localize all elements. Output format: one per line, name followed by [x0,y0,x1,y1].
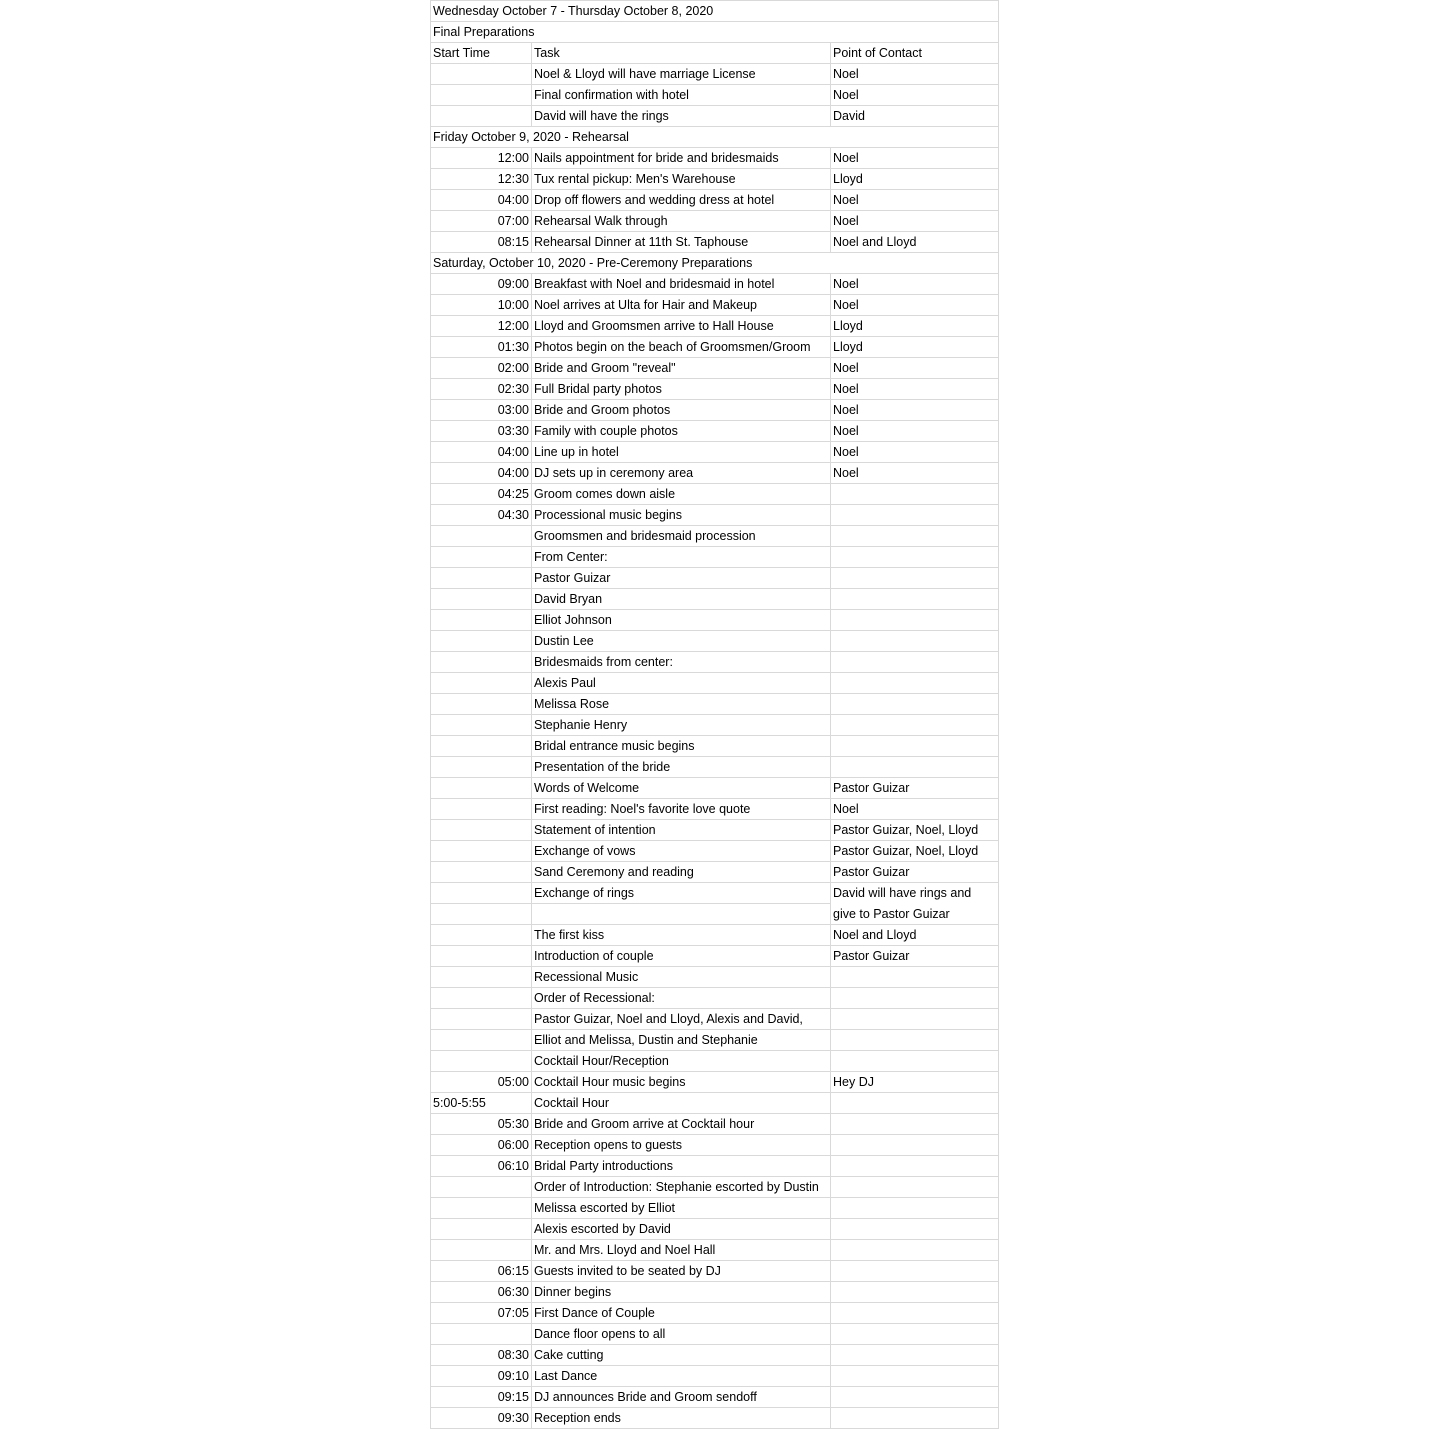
start-time-cell[interactable]: 09:30 [431,1408,532,1429]
start-time-cell[interactable] [431,967,532,988]
schedule-row [431,463,999,484]
start-time-cell[interactable]: 12:00 [431,148,532,169]
start-time-cell[interactable]: 01:30 [431,337,532,358]
task-cell[interactable]: First reading: Noel's favorite love quote [532,799,831,820]
schedule-row [431,526,999,547]
contact-cell[interactable]: Noel [831,400,999,421]
start-time-cell[interactable]: 04:25 [431,484,532,505]
task-cell[interactable]: Stephanie Henry [532,715,831,736]
contact-cell[interactable] [831,1135,999,1156]
schedule-row [431,400,999,421]
task-cell[interactable]: Tux rental pickup: Men's Warehouse [532,169,831,190]
contact-cell[interactable] [831,1324,999,1345]
start-time-cell[interactable] [431,1177,532,1198]
task-cell[interactable]: Cake cutting [532,1345,831,1366]
empty-cell[interactable] [831,127,999,148]
schedule-row [431,337,999,358]
contact-cell[interactable] [831,1219,999,1240]
schedule-row [431,274,999,295]
section-title[interactable]: Saturday, October 10, 2020 - Pre-Ceremony Preparations [431,253,831,274]
start-time-cell[interactable]: 09:15 [431,1387,532,1408]
schedule-row [431,1030,999,1051]
contact-cell[interactable] [831,1240,999,1261]
schedule-row [431,862,999,883]
task-cell[interactable]: Sand Ceremony and reading [532,862,831,883]
start-time-cell[interactable] [431,862,532,883]
task-cell[interactable]: The first kiss [532,925,831,946]
contact-cell[interactable] [831,757,999,778]
start-time-cell[interactable] [431,778,532,799]
start-time-cell[interactable] [431,64,532,85]
schedule-row [431,1261,999,1282]
contact-cell[interactable] [831,568,999,589]
contact-cell[interactable] [831,589,999,610]
task-cell[interactable]: Noel arrives at Ulta for Hair and Makeup [532,295,831,316]
start-time-cell[interactable] [431,106,532,127]
contact-cell[interactable] [831,1030,999,1051]
task-cell[interactable]: Words of Welcome [532,778,831,799]
schedule-row [431,169,999,190]
contact-cell[interactable]: Noel [831,190,999,211]
task-cell[interactable]: Bridal entrance music begins [532,736,831,757]
start-time-cell[interactable]: 5:00-5:55 [431,1093,532,1114]
task-cell[interactable]: Elliot and Melissa, Dustin and Stephanie [532,1030,831,1051]
task-cell[interactable]: Reception opens to guests [532,1135,831,1156]
start-time-cell[interactable]: 06:00 [431,1135,532,1156]
contact-cell[interactable]: Lloyd [831,337,999,358]
contact-cell[interactable] [831,1156,999,1177]
schedule-row [431,295,999,316]
schedule-row [431,883,999,904]
schedule-row [431,925,999,946]
contact-cell[interactable] [831,1051,999,1072]
contact-cell[interactable] [831,1177,999,1198]
contact-cell[interactable] [831,694,999,715]
start-time-cell[interactable]: 02:30 [431,379,532,400]
schedule-row [431,358,999,379]
task-cell[interactable]: Introduction of couple [532,946,831,967]
task-cell[interactable]: Bride and Groom photos [532,400,831,421]
schedule-row [431,967,999,988]
empty-cell[interactable] [831,22,999,43]
schedule-row [431,1072,999,1093]
schedule-row [431,1135,999,1156]
contact-cell[interactable] [831,526,999,547]
contact-cell[interactable] [831,1366,999,1387]
contact-cell[interactable] [831,673,999,694]
task-cell[interactable]: Rehearsal Walk through [532,211,831,232]
schedule-row [431,631,999,652]
section-row [431,1,999,22]
contact-cell[interactable] [831,1198,999,1219]
contact-cell[interactable]: Noel [831,295,999,316]
task-cell[interactable]: Family with couple photos [532,421,831,442]
contact-cell[interactable]: Pastor Guizar [831,862,999,883]
start-time-cell[interactable] [431,610,532,631]
task-cell[interactable]: David Bryan [532,589,831,610]
start-time-cell[interactable]: 09:00 [431,274,532,295]
task-cell[interactable]: Exchange of vows [532,841,831,862]
start-time-cell[interactable]: 05:00 [431,1072,532,1093]
start-time-cell[interactable] [431,988,532,1009]
start-time-cell[interactable] [431,547,532,568]
task-cell[interactable]: Melissa escorted by Elliot [532,1198,831,1219]
header-task[interactable]: Task [532,43,831,64]
start-time-cell[interactable] [431,1219,532,1240]
start-time-cell[interactable]: 04:00 [431,190,532,211]
task-cell[interactable]: Drop off flowers and wedding dress at hotel [532,190,831,211]
contact-cell[interactable]: Noel and Lloyd [831,232,999,253]
task-cell[interactable]: Elliot Johnson [532,610,831,631]
start-time-cell[interactable]: 09:10 [431,1366,532,1387]
start-time-cell[interactable] [431,526,532,547]
task-cell[interactable]: Alexis Paul [532,673,831,694]
contact-cell[interactable]: Noel [831,148,999,169]
contact-cell[interactable]: Noel [831,379,999,400]
schedule-row [431,148,999,169]
schedule-row [431,211,999,232]
contact-cell[interactable]: Noel [831,85,999,106]
task-cell[interactable]: Presentation of the bride [532,757,831,778]
start-time-cell[interactable] [431,883,532,904]
task-cell[interactable]: Processional music begins [532,505,831,526]
start-time-cell[interactable] [431,1051,532,1072]
task-cell[interactable] [532,904,831,925]
task-cell[interactable]: Order of Recessional: [532,988,831,1009]
schedule-row [431,1177,999,1198]
schedule-row [431,778,999,799]
task-cell[interactable]: Bride and Groom arrive at Cocktail hour [532,1114,831,1135]
task-cell[interactable]: Guests invited to be seated by DJ [532,1261,831,1282]
schedule-row [431,652,999,673]
task-cell[interactable]: Mr. and Mrs. Lloyd and Noel Hall [532,1240,831,1261]
task-cell[interactable]: Pastor Guizar [532,568,831,589]
schedule-row [431,673,999,694]
schedule-row [431,232,999,253]
contact-cell[interactable] [831,484,999,505]
task-cell[interactable]: Alexis escorted by David [532,1219,831,1240]
schedule-row [431,190,999,211]
start-time-cell[interactable] [431,736,532,757]
schedule-row [431,610,999,631]
start-time-cell[interactable] [431,631,532,652]
schedule-row [431,64,999,85]
task-cell[interactable]: Cocktail Hour music begins [532,1072,831,1093]
start-time-cell[interactable]: 10:00 [431,295,532,316]
schedule-row [431,1219,999,1240]
schedule-row [431,1009,999,1030]
start-time-cell[interactable] [431,925,532,946]
schedule-body [431,1,999,1429]
contact-cell[interactable]: Pastor Guizar [831,946,999,967]
schedule-row [431,568,999,589]
contact-cell[interactable]: give to Pastor Guizar [831,904,999,925]
start-time-cell[interactable]: 06:10 [431,1156,532,1177]
contact-cell[interactable]: Noel [831,421,999,442]
task-cell[interactable]: Pastor Guizar, Noel and Lloyd, Alexis and David, [532,1009,831,1030]
task-cell[interactable]: Last Dance [532,1366,831,1387]
schedule-sheet [430,0,999,1429]
contact-cell[interactable]: Pastor Guizar, Noel, Lloyd [831,820,999,841]
start-time-cell[interactable]: 04:00 [431,463,532,484]
start-time-cell[interactable]: 03:00 [431,400,532,421]
start-time-cell[interactable] [431,946,532,967]
contact-cell[interactable] [831,988,999,1009]
task-cell[interactable]: DJ announces Bride and Groom sendoff [532,1387,831,1408]
start-time-cell[interactable] [431,694,532,715]
start-time-cell[interactable]: 06:30 [431,1282,532,1303]
schedule-row [431,1093,999,1114]
start-time-cell[interactable]: 06:15 [431,1261,532,1282]
task-cell[interactable]: Bridal Party introductions [532,1156,831,1177]
schedule-row [431,85,999,106]
contact-cell[interactable]: Noel [831,442,999,463]
task-cell[interactable]: Noel & Lloyd will have marriage License [532,64,831,85]
header-point-of-contact[interactable]: Point of Contact [831,43,999,64]
contact-cell[interactable]: Noel [831,274,999,295]
contact-cell[interactable]: Pastor Guizar, Noel, Lloyd [831,841,999,862]
schedule-row [431,1114,999,1135]
start-time-cell[interactable] [431,1198,532,1219]
task-cell[interactable]: Nails appointment for bride and bridesmaids [532,148,831,169]
contact-cell[interactable]: David will have rings and [831,883,999,904]
schedule-row [431,1240,999,1261]
contact-cell[interactable] [831,1093,999,1114]
empty-cell[interactable] [831,1,999,22]
schedule-row [431,820,999,841]
task-cell[interactable]: Exchange of rings [532,883,831,904]
start-time-cell[interactable] [431,1009,532,1030]
start-time-cell[interactable]: 07:05 [431,1303,532,1324]
schedule-row [431,1156,999,1177]
contact-cell[interactable] [831,652,999,673]
contact-cell[interactable] [831,505,999,526]
task-cell[interactable]: Breakfast with Noel and bridesmaid in hotel [532,274,831,295]
contact-cell[interactable] [831,1282,999,1303]
start-time-cell[interactable] [431,1240,532,1261]
contact-cell[interactable] [831,736,999,757]
start-time-cell[interactable]: 12:00 [431,316,532,337]
schedule-row [431,505,999,526]
start-time-cell[interactable]: 07:00 [431,211,532,232]
task-cell[interactable]: Recessional Music [532,967,831,988]
task-cell[interactable]: Groom comes down aisle [532,484,831,505]
start-time-cell[interactable]: 08:15 [431,232,532,253]
task-cell[interactable]: Rehearsal Dinner at 11th St. Taphouse [532,232,831,253]
schedule-row [431,694,999,715]
schedule-row [431,442,999,463]
task-cell[interactable]: Cocktail Hour/Reception [532,1051,831,1072]
start-time-cell[interactable] [431,757,532,778]
task-cell[interactable]: Dance floor opens to all [532,1324,831,1345]
start-time-cell[interactable] [431,673,532,694]
contact-cell[interactable]: Noel [831,64,999,85]
contact-cell[interactable]: Noel [831,211,999,232]
start-time-cell[interactable] [431,652,532,673]
task-cell[interactable]: Full Bridal party photos [532,379,831,400]
schedule-row [431,757,999,778]
contact-cell[interactable]: Noel [831,799,999,820]
schedule-row [431,1345,999,1366]
contact-cell[interactable] [831,1261,999,1282]
start-time-cell[interactable] [431,1324,532,1345]
schedule-row [431,589,999,610]
contact-cell[interactable] [831,1387,999,1408]
schedule-row [431,1051,999,1072]
schedule-row [431,106,999,127]
contact-cell[interactable] [831,1408,999,1429]
task-cell[interactable]: Bridesmaids from center: [532,652,831,673]
task-cell[interactable]: Lloyd and Groomsmen arrive to Hall House [532,316,831,337]
start-time-cell[interactable]: 12:30 [431,169,532,190]
schedule-row [431,736,999,757]
contact-cell[interactable]: Noel [831,358,999,379]
task-cell[interactable]: Bride and Groom "reveal" [532,358,831,379]
contact-cell[interactable]: Lloyd [831,316,999,337]
contact-cell[interactable] [831,1345,999,1366]
schedule-row [431,316,999,337]
schedule-row [431,1324,999,1345]
schedule-row [431,421,999,442]
start-time-cell[interactable]: 08:30 [431,1345,532,1366]
schedule-row [431,547,999,568]
task-cell[interactable]: Dustin Lee [532,631,831,652]
task-cell[interactable]: First Dance of Couple [532,1303,831,1324]
start-time-cell[interactable]: 03:30 [431,421,532,442]
task-cell[interactable]: Melissa Rose [532,694,831,715]
task-cell[interactable]: Dinner begins [532,1282,831,1303]
start-time-cell[interactable]: 04:00 [431,442,532,463]
start-time-cell[interactable] [431,85,532,106]
schedule-row [431,988,999,1009]
task-cell[interactable]: Statement of intention [532,820,831,841]
contact-cell[interactable]: Lloyd [831,169,999,190]
schedule-row [431,1303,999,1324]
schedule-row [431,904,999,925]
section-title[interactable]: Wednesday October 7 - Thursday October 8, 2020 [431,1,831,22]
schedule-row [431,379,999,400]
schedule-row [431,1198,999,1219]
schedule-row [431,946,999,967]
section-row [431,127,999,148]
contact-cell[interactable]: Noel [831,463,999,484]
task-cell[interactable]: Final confirmation with hotel [532,85,831,106]
header-start-time[interactable]: Start Time [431,43,532,64]
task-cell[interactable]: Cocktail Hour [532,1093,831,1114]
contact-cell[interactable] [831,610,999,631]
empty-cell[interactable] [831,253,999,274]
start-time-cell[interactable]: 04:30 [431,505,532,526]
start-time-cell[interactable] [431,904,532,925]
start-time-cell[interactable] [431,715,532,736]
start-time-cell[interactable] [431,799,532,820]
contact-cell[interactable] [831,1303,999,1324]
schedule-row [431,1387,999,1408]
section-title[interactable]: Friday October 9, 2020 - Rehearsal [431,127,831,148]
section-title[interactable]: Final Preparations [431,22,831,43]
contact-cell[interactable] [831,547,999,568]
task-cell[interactable]: Photos begin on the beach of Groomsmen/Groom [532,337,831,358]
schedule-row [431,1282,999,1303]
task-cell[interactable]: Order of Introduction: Stephanie escorted by Dustin [532,1177,831,1198]
contact-cell[interactable]: Hey DJ [831,1072,999,1093]
start-time-cell[interactable] [431,568,532,589]
schedule-row [431,1408,999,1429]
task-cell[interactable]: Reception ends [532,1408,831,1429]
contact-cell[interactable] [831,1114,999,1135]
start-time-cell[interactable] [431,841,532,862]
schedule-row [431,1366,999,1387]
start-time-cell[interactable]: 05:30 [431,1114,532,1135]
task-cell[interactable]: From Center: [532,547,831,568]
contact-cell[interactable] [831,631,999,652]
task-cell[interactable]: Line up in hotel [532,442,831,463]
schedule-row [431,799,999,820]
schedule-row [431,715,999,736]
contact-cell[interactable] [831,715,999,736]
start-time-cell[interactable] [431,589,532,610]
start-time-cell[interactable] [431,1030,532,1051]
contact-cell[interactable]: David [831,106,999,127]
task-cell[interactable]: David will have the rings [532,106,831,127]
task-cell[interactable]: Groomsmen and bridesmaid procession [532,526,831,547]
schedule-row [431,841,999,862]
contact-cell[interactable] [831,967,999,988]
contact-cell[interactable]: Pastor Guizar [831,778,999,799]
start-time-cell[interactable]: 02:00 [431,358,532,379]
task-cell[interactable]: DJ sets up in ceremony area [532,463,831,484]
contact-cell[interactable] [831,1009,999,1030]
start-time-cell[interactable] [431,820,532,841]
header-row [431,43,999,64]
section-row [431,22,999,43]
section-row [431,253,999,274]
schedule-row [431,484,999,505]
contact-cell[interactable]: Noel and Lloyd [831,925,999,946]
